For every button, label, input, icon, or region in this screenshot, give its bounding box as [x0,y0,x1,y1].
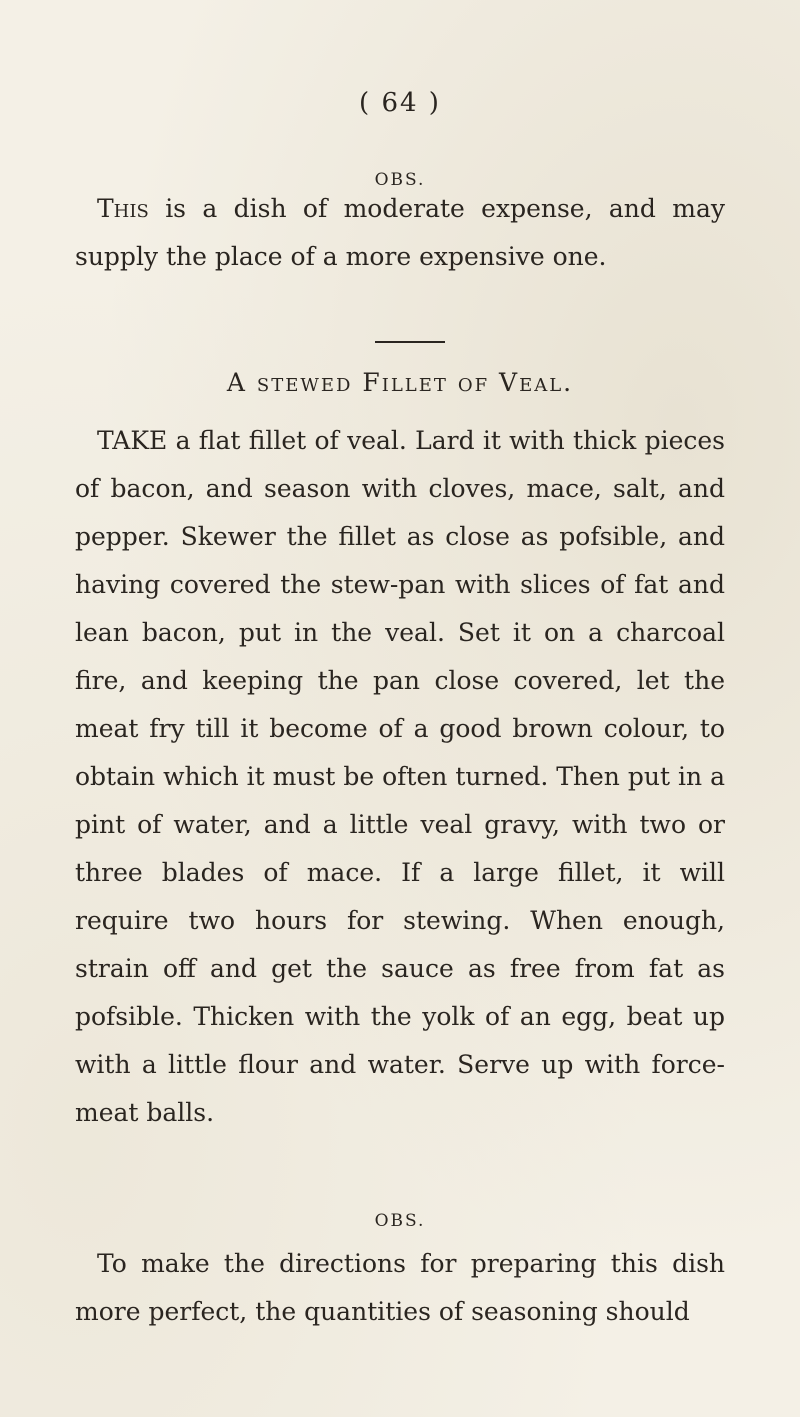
obs-text-1: is a dish of moderate expense, and may supply the place of a more expensive one. [75,194,725,271]
section-divider [375,341,445,343]
obs-heading-1: OBS. [374,170,426,190]
obs-heading-2: OBS. [374,1211,426,1231]
obs-first-word: This [97,194,149,223]
recipe-paragraph [75,417,725,1137]
page-number: ( 64 ) [359,88,441,118]
obs-paragraph-1 [75,185,725,281]
obs-paragraph-2 [75,1240,725,1336]
recipe-title: A stewed Fillet of Veal. [226,368,574,397]
recipe-text: a flat fillet of veal. Lard it with thick pieces of bacon, and season with cloves, mace, salt, and pepper. Skewer the fillet as close as pofsible, and having covered the stew-pan with slices of fat and lean bacon, put in the veal. Set it on a charcoal fire, and keeping the pan close covered, let the meat fry till it become of a good brown colour, to obtain which it must be often turned. Then put in a pint of water, and a little veal gravy, with two or three blades of mace. If a large fillet, it will require two hours for stewing. When enough, strain off and get the sauce as free from fat as pofsible. Thicken with the yolk of an egg, beat up with a little flour and water. Serve up with force-meat balls. [75,426,726,1127]
obs-text-2: To make the directions for preparing this dish more perfect, the quantities of seasoning should [75,1249,725,1326]
recipe-first-word: TAKE [97,426,168,455]
